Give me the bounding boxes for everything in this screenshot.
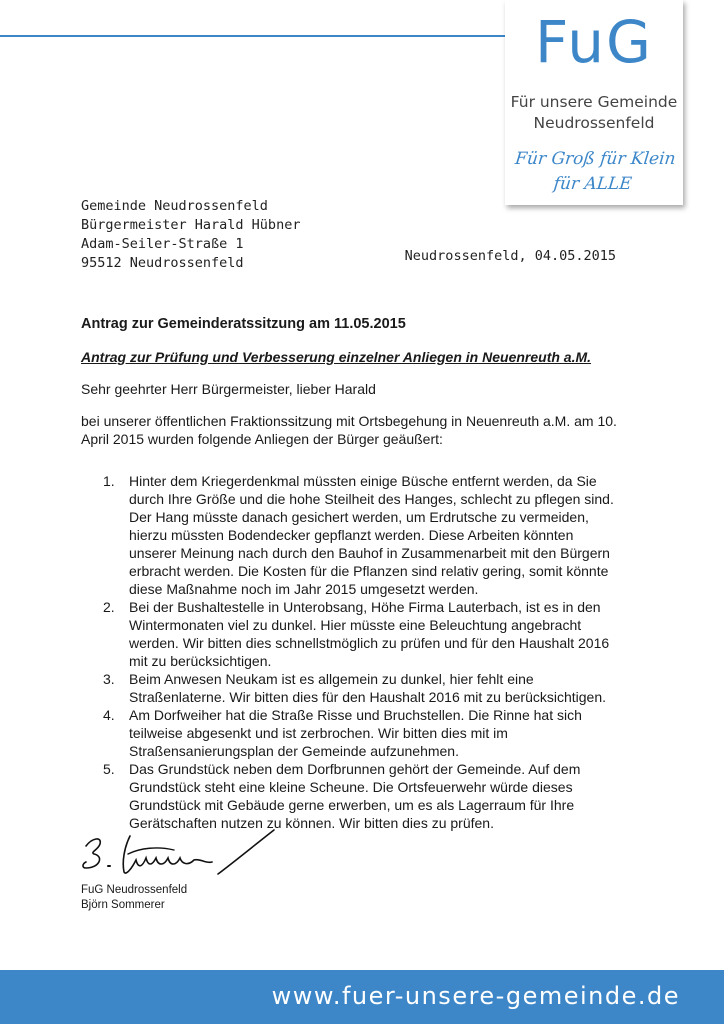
intro-paragraph: bei unserer öffentlichen Fraktionssitzung mit Ortsbegehung in Neuenreuth a.M. am 10. April 2015 wurden folgende Anliegen der Bürger geäußert: xyxy=(81,413,617,447)
request-list xyxy=(103,472,623,832)
logo-slogan-line-2: für ALLE xyxy=(552,174,633,194)
list-item-number: 2. xyxy=(103,599,115,615)
list-item-text: Das Grundstück neben dem Dorfbrunnen gehört der Gemeinde. Auf dem Grundstück steht eine kleine Scheune. Die Ortsfeuerwehr würde dieses Grundstück mit Gebäude gerne erwerben, um es als Lagerraum für Ihre Gerätschaften nutzen zu können. Wir bitten dies zu prüfen. xyxy=(129,761,581,831)
signature-block xyxy=(81,883,187,913)
logo-card xyxy=(505,0,683,205)
list-item-number: 1. xyxy=(103,473,115,489)
recipient-line: 95512 Neudrossenfeld xyxy=(81,255,244,271)
footer-bar xyxy=(0,970,724,1024)
letter-title: Antrag zur Gemeinderatssitzung am 11.05.2015 xyxy=(81,316,406,332)
list-item xyxy=(103,760,623,832)
signature-name: Björn Sommerer xyxy=(81,899,165,911)
salutation: Sehr geehrter Herr Bürgermeister, lieber Harald xyxy=(81,381,376,397)
handwritten-signature xyxy=(78,828,288,880)
list-item-text: Bei der Bushaltestelle in Unterobsang, Höhe Firma Lauterbach, ist es in den Wintermonaten viel zu dunkel. Hier müsste eine Beleuchtung angebracht werden. Wir bitten dies schnellstmöglich zu prüfen und für den Haushalt 2016 mit zu berücksichtigen. xyxy=(129,599,610,669)
logo-tagline-line-1: Für unsere Gemeinde xyxy=(510,93,678,111)
logo-slogan xyxy=(502,147,685,197)
recipient-line: Bürgermeister Harald Hübner xyxy=(81,217,301,233)
list-item-text: Beim Anwesen Neukam ist es allgemein zu dunkel, hier fehlt eine Straßenlaterne. Wir bitten dies für den Haushalt 2016 mit zu berücksichtigen. xyxy=(129,671,607,705)
list-item xyxy=(103,598,623,670)
header-rule xyxy=(0,35,505,37)
list-item-number: 4. xyxy=(103,707,115,723)
logo-tagline xyxy=(505,92,683,134)
letter-date: Neudrossenfeld, 04.05.2015 xyxy=(404,248,616,264)
list-item-number: 3. xyxy=(103,671,115,687)
list-item xyxy=(103,706,623,760)
logo-wordmark: FuG xyxy=(535,8,653,76)
recipient-address xyxy=(81,197,300,273)
footer-website-link[interactable]: www.fuer-unsere-gemeinde.de xyxy=(271,982,680,1010)
list-item-text: Hinter dem Kriegerdenkmal müssten einige Büsche entfernt werden, da Sie durch Ihre Größe und die hohe Steilheit des Hanges, schlecht zu pflegen sind. Der Hang müsste danach gesichert werden, um Erdrutsche zu vermeiden, hierzu müssten Bodendecker gepflanzt werden. Diese Arbeiten könnten unserer Meinung nach durch den Bauhof in Zusammenarbeit mit den Bürgern erbracht werden. Die Kosten für die Pflanzen sind relativ gering, somit könnte diese Maßnahme noch im Jahr 2015 umgesetzt werden. xyxy=(129,473,614,597)
signature-organization: FuG Neudrossenfeld xyxy=(81,884,188,896)
list-item-text: Am Dorfweiher hat die Straße Risse und Bruchstellen. Die Rinne hat sich teilweise abgesenkt und ist zerbrochen. Wir bitten dies mit im Straßensanierungsplan der Gemeinde aufzunehmen. xyxy=(129,707,582,759)
list-item xyxy=(103,670,623,706)
recipient-line: Adam-Seiler-Straße 1 xyxy=(81,236,244,252)
logo-slogan-line-1: Für Groß für Klein xyxy=(514,149,677,169)
list-item xyxy=(103,472,623,598)
letter-subtitle: Antrag zur Prüfung und Verbesserung einzelner Anliegen in Neuenreuth a.M. xyxy=(81,349,592,365)
recipient-line: Gemeinde Neudrossenfeld xyxy=(81,198,268,214)
logo-tagline-line-2: Neudrossenfeld xyxy=(533,114,655,132)
list-item-number: 5. xyxy=(103,761,115,777)
